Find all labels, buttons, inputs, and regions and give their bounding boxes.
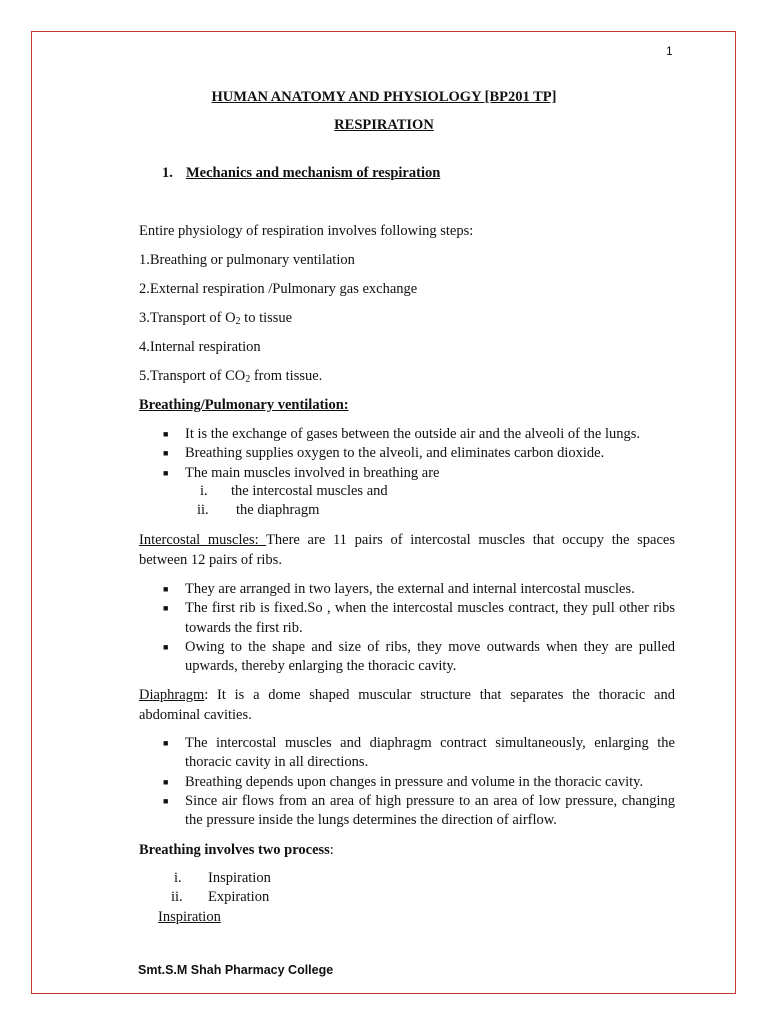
list-item: ■ Breathing depends upon changes in pressure and volume in the thoracic cavity. — [163, 773, 644, 790]
process-item: i. Inspiration — [174, 870, 271, 886]
list-item: ■ The main muscles involved in breathing are — [163, 464, 440, 481]
breathing-bullets — [163, 425, 675, 483]
document-subtitle: RESPIRATION — [334, 117, 434, 133]
breathing-heading: Breathing/Pulmonary ventilation: — [139, 397, 349, 413]
diaphragm-paragraph: Diaphragm: It is a dome shaped muscular structure that separates the thoracic and abdominal cavities. — [139, 687, 675, 723]
step-item: 3.Transport of $O_2$ to tissue — [139, 310, 293, 327]
page-footer: Smt.S.M Shah Pharmacy College — [138, 963, 334, 977]
section-title: Mechanics and mechanism of respiration — [186, 165, 441, 181]
list-item: ■ Breathing supplies oxygen to the alveoli, and eliminates carbon dioxide. — [163, 445, 605, 462]
step-item: 1.Breathing or pulmonary ventilation — [139, 252, 355, 268]
muscle-item: i. the intercostal muscles and — [200, 483, 388, 499]
intercostal-bullets — [163, 580, 675, 676]
muscle-item: ii. the diaphragm — [197, 502, 320, 518]
process-heading: Breathing involves two process: — [139, 842, 334, 858]
list-item: ■ The intercostal muscles and diaphragm contract simultaneously, enlarging the thoracic cavity in all directions. — [163, 735, 675, 771]
list-item: ■ Owing to the shape and size of ribs, they move outwards when they are pulled upwards, thereby enlarging the thoracic cavity. — [163, 638, 675, 675]
inspiration-subheading: Inspiration — [158, 909, 221, 925]
step-item: 4.Internal respiration — [139, 339, 261, 355]
list-item: ■ They are arranged in two layers, the external and internal intercostal muscles. — [163, 581, 635, 597]
section-heading — [162, 165, 440, 182]
list-item: ■ It is the exchange of gases between the outside air and the alveoli of the lungs. — [163, 426, 640, 442]
list-item: ■ Since air flows from an area of high pressure to an area of low pressure, changing the pressure inside the lungs determines the direction of airflow. — [163, 792, 675, 829]
intercostal-paragraph: Intercostal muscles: There are 11 pairs of intercostal muscles that occupy the spaces between 12 pairs of ribs. — [139, 532, 675, 568]
step-item: 2.External respiration /Pulmonary gas exchange — [139, 281, 418, 297]
intro-text: Entire physiology of respiration involves following steps: — [139, 223, 474, 239]
process-item: ii. Expiration — [171, 889, 270, 905]
section-number: 1. — [162, 165, 173, 181]
diaphragm-bullets — [163, 734, 675, 830]
page-number: 1 — [666, 44, 673, 58]
step-item: 5.Transport of $CO_2$ from tissue. — [139, 368, 323, 385]
document-title: HUMAN ANATOMY AND PHYSIOLOGY [BP201 TP] — [211, 89, 557, 105]
list-item: ■ The first rib is fixed.So , when the intercostal muscles contract, they pull other ribs towards the first rib. — [163, 600, 675, 636]
